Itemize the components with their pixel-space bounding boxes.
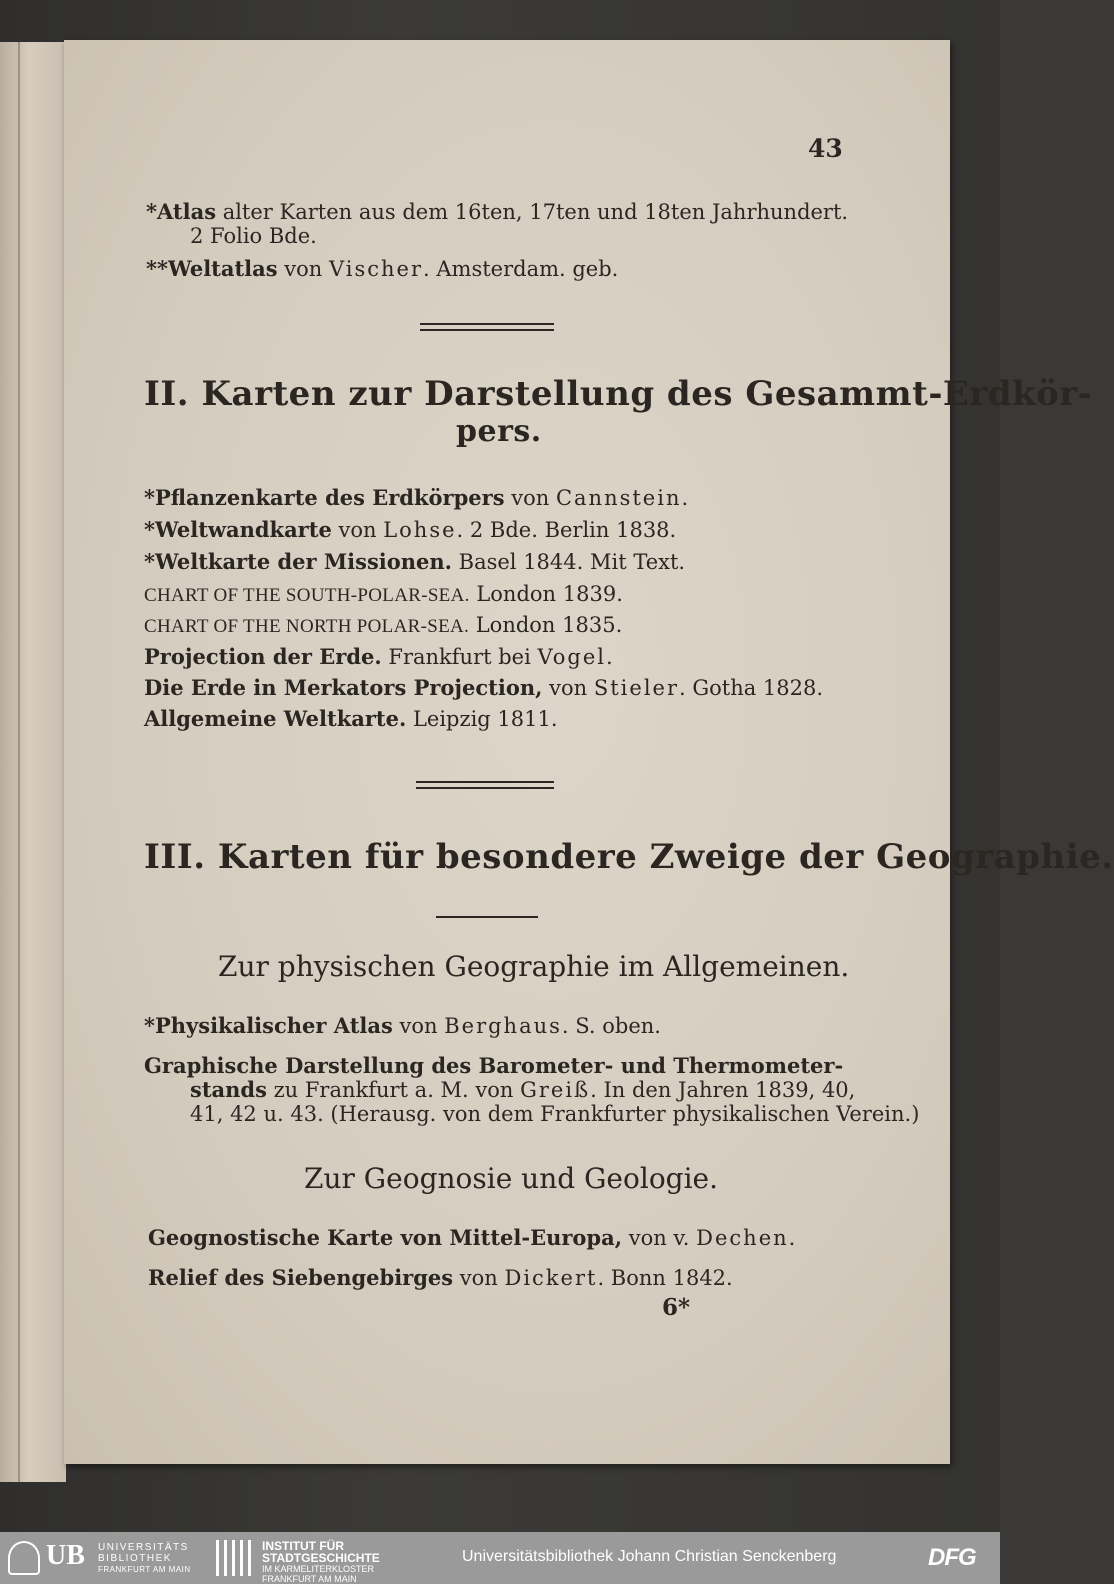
- ub-logo-letters[interactable]: UB: [46, 1540, 85, 1571]
- ub-seal-icon: [8, 1541, 40, 1575]
- book-page: [64, 40, 1114, 1464]
- entry-allgemeine-weltkarte: Allgemeine Weltkarte. Leipzig 1811.: [144, 706, 558, 731]
- entry-chart-north-polar-sea: CHART OF THE NORTH POLAR-SEA. London 1835.: [144, 613, 623, 637]
- previous-page-edge: [0, 42, 66, 1482]
- entry-weltwandkarte: *Weltwandkarte von Lohse. 2 Bde. Berlin 1838.: [144, 517, 677, 542]
- section-ii-heading-cont: pers.: [456, 414, 542, 449]
- subsection-physische-geographie-heading: Zur physischen Geographie im Allgemeinen.: [218, 950, 850, 983]
- dfg-logo[interactable]: DFG: [928, 1544, 976, 1571]
- page-edge-line: [18, 42, 20, 1482]
- entry-graphische-darstellung-line2: stands zu Frankfurt a. M. von Greiß. In den Jahren 1839, 40,: [190, 1077, 856, 1102]
- entry-relief-siebengebirge: Relief des Siebengebirges von Dickert. Bonn 1842.: [148, 1265, 733, 1290]
- double-rule-divider-2: [416, 781, 554, 789]
- double-rule-divider: [420, 323, 554, 331]
- footer-bar: [0, 1532, 1000, 1584]
- section-iii-heading: III. Karten für besondere Zweige der Geographie.: [144, 837, 1114, 877]
- library-title-link[interactable]: Universitätsbibliothek Johann Christian Senckenberg: [462, 1548, 837, 1565]
- entry-chart-south-polar-sea: CHART OF THE SOUTH-POLAR-SEA. London 1839.: [144, 582, 623, 606]
- page-number: 43: [808, 134, 843, 163]
- entry-weltatlas: **Weltatlas von Vischer. Amsterdam. geb.: [146, 256, 619, 281]
- isg-columns-icon: [214, 1540, 252, 1576]
- entry-atlas-alter-karten-cont: 2 Folio Bde.: [190, 224, 317, 248]
- entry-geognostische-karte: Geognostische Karte von Mittel-Europa, von v. Dechen.: [148, 1225, 796, 1250]
- entry-pflanzenkarte: *Pflanzenkarte des Erdkörpers von Cannstein.: [144, 485, 689, 510]
- single-rule-divider: [436, 916, 538, 918]
- entry-graphische-darstellung-line3: 41, 42 u. 43. (Herausg. von dem Frankfurter physikalischen Verein.): [190, 1102, 920, 1126]
- signature-mark: 6*: [662, 1294, 691, 1321]
- isg-logo-text[interactable]: INSTITUT FÜR STADTGESCHICHTE IM KARMELITERKLOSTER FRANKFURT AM MAIN: [262, 1539, 380, 1584]
- ub-logo-text[interactable]: UNIVERSITÄTS BIBLIOTHEK FRANKFURT AM MAIN: [98, 1542, 191, 1574]
- entry-erde-merkators-projection: Die Erde in Merkators Projection, von Stieler. Gotha 1828.: [144, 675, 824, 700]
- entry-atlas-alter-karten: *Atlas alter Karten aus dem 16ten, 17ten und 18ten Jahrhundert.: [146, 199, 849, 224]
- entry-projection-der-erde: Projection der Erde. Frankfurt bei Vogel.: [144, 644, 613, 669]
- section-ii-heading: II. Karten zur Darstellung des Gesammt-Erdkör-: [144, 374, 1093, 414]
- entry-graphische-darstellung: Graphische Darstellung des Barometer- und Thermometer-: [144, 1053, 844, 1078]
- entry-physikalischer-atlas: *Physikalischer Atlas von Berghaus. S. oben.: [144, 1013, 661, 1038]
- subsection-geognosie-heading: Zur Geognosie und Geologie.: [304, 1162, 719, 1195]
- entry-weltkarte-missionen: *Weltkarte der Missionen. Basel 1844. Mit Text.: [144, 549, 686, 574]
